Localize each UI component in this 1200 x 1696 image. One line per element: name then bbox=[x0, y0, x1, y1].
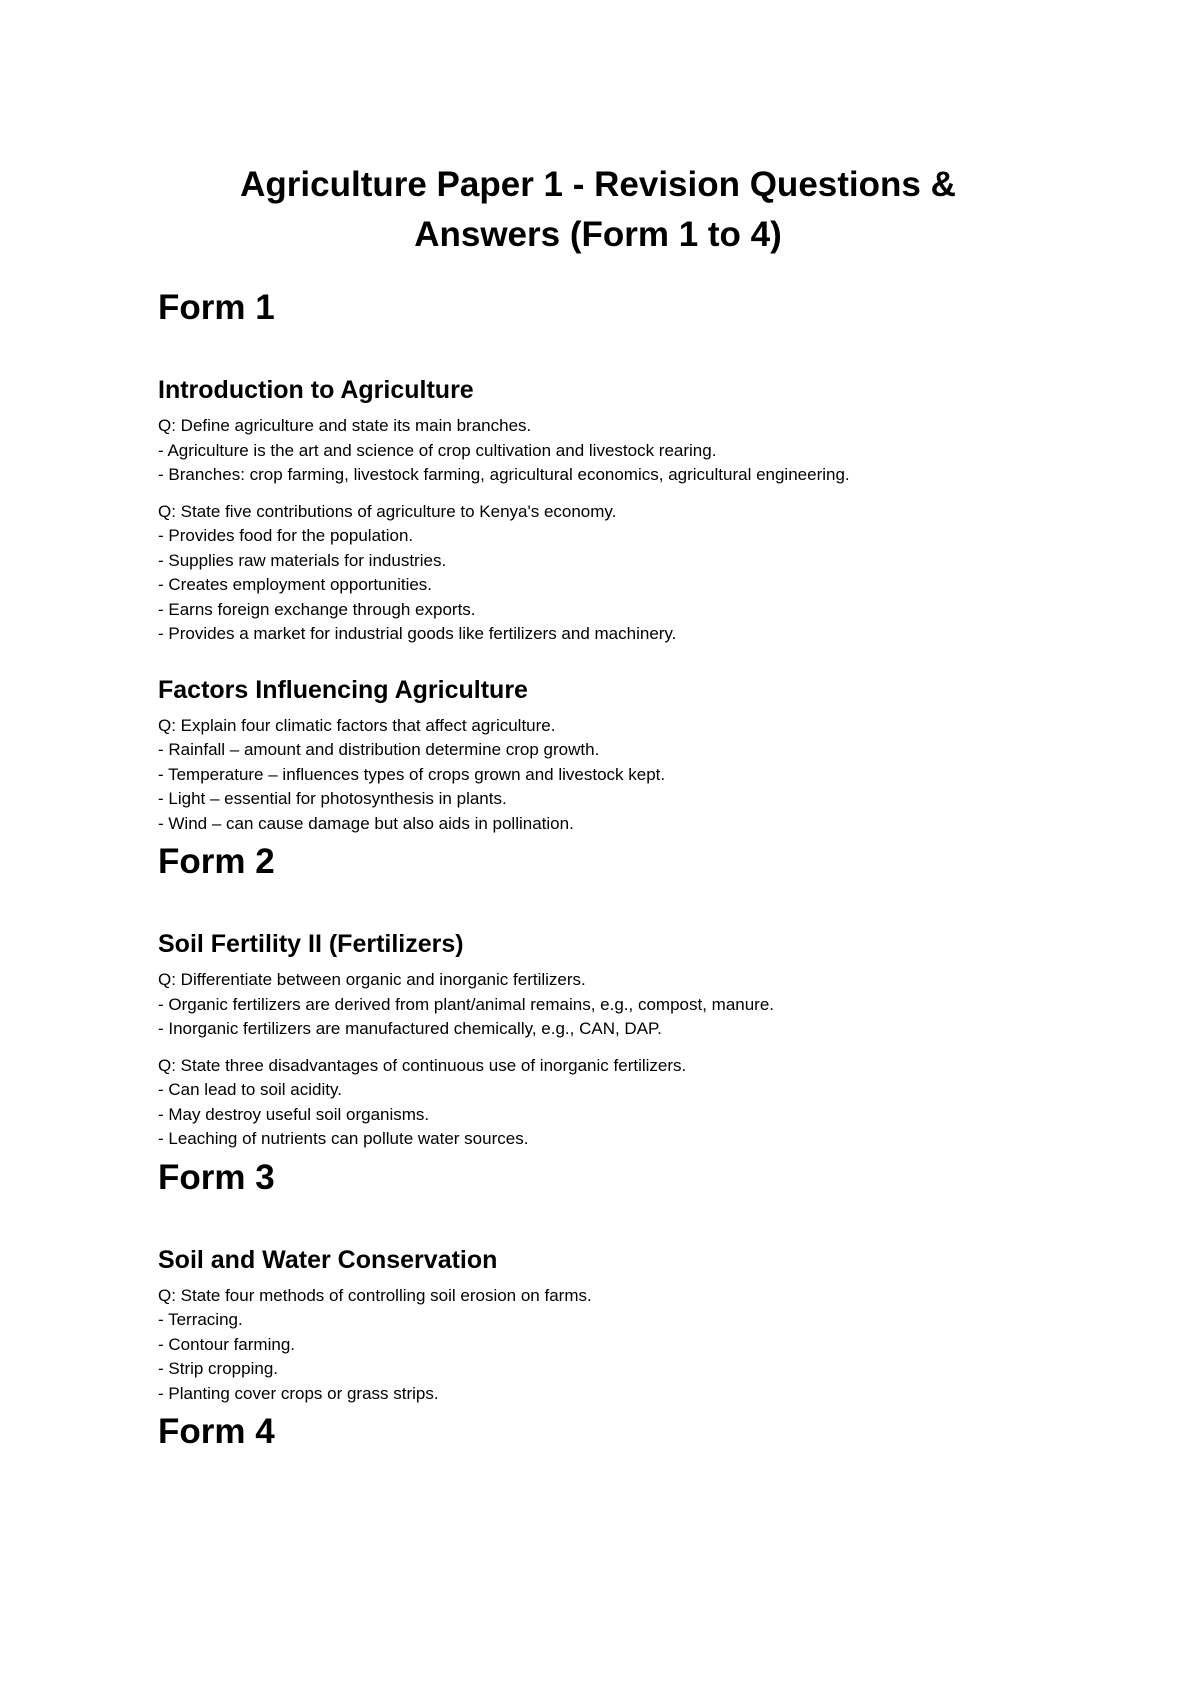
topic-heading: Soil Fertility II (Fertilizers) bbox=[158, 930, 464, 958]
topic-heading: Factors Influencing Agriculture bbox=[158, 675, 528, 704]
form-2-section bbox=[158, 840, 1038, 1156]
answer-line: - Leaching of nutrients can pollute water sources. bbox=[158, 1129, 529, 1148]
answer-line: - Branches: crop farming, livestock farming, agricultural economics, agricultural engineering. bbox=[158, 465, 850, 484]
question-text: Q: State three disadvantages of continuous use of inorganic fertilizers. bbox=[158, 1055, 687, 1075]
answer-line: - Provides a market for industrial goods like fertilizers and machinery. bbox=[158, 624, 677, 643]
document-title-line-1: Agriculture Paper 1 - Revision Questions & bbox=[240, 165, 956, 204]
answer-line: - Can lead to soil acidity. bbox=[158, 1080, 342, 1099]
answer-line: - Inorganic fertilizers are manufactured chemically, e.g., CAN, DAP. bbox=[158, 1019, 662, 1038]
form-3-section bbox=[158, 1156, 1038, 1411]
document-body bbox=[158, 160, 1038, 1454]
topic-heading: Soil and Water Conservation bbox=[158, 1245, 498, 1274]
form-4-section bbox=[158, 1410, 1038, 1454]
answer-line: - Strip cropping. bbox=[158, 1359, 278, 1378]
question-text: Q: Define agriculture and state its main branches. bbox=[158, 416, 532, 435]
question-block bbox=[158, 1054, 1038, 1152]
topic-heading: Introduction to Agriculture bbox=[158, 376, 474, 404]
form-1-section bbox=[158, 286, 1038, 840]
answer-line: - Creates employment opportunities. bbox=[158, 575, 433, 594]
question-block bbox=[158, 500, 1038, 647]
question-block bbox=[158, 1284, 1038, 1407]
form-heading: Form 2 bbox=[158, 842, 275, 881]
answer-line: - Organic fertilizers are derived from plant/animal remains, e.g., compost, manure. bbox=[158, 994, 775, 1014]
document-title bbox=[158, 160, 1038, 260]
question-block bbox=[158, 968, 1038, 1042]
form-heading: Form 3 bbox=[158, 1157, 275, 1197]
answer-line: - Light – essential for photosynthesis in plants. bbox=[158, 789, 507, 808]
answer-line: - Rainfall – amount and distribution determine crop growth. bbox=[158, 740, 600, 759]
document-title-line-2: Answers (Form 1 to 4) bbox=[414, 215, 782, 254]
answer-line: - Contour farming. bbox=[158, 1334, 295, 1354]
answer-line: - Terracing. bbox=[158, 1310, 243, 1329]
question-text: Q: Explain four climatic factors that affect agriculture. bbox=[158, 715, 556, 735]
form-heading: Form 4 bbox=[158, 1412, 275, 1451]
answer-line: - Wind – can cause damage but also aids in pollination. bbox=[158, 813, 574, 833]
answer-line: - Planting cover crops or grass strips. bbox=[158, 1383, 439, 1403]
question-text: Q: Differentiate between organic and inorganic fertilizers. bbox=[158, 970, 586, 989]
answer-line: - May destroy useful soil organisms. bbox=[158, 1104, 430, 1124]
question-text: Q: State five contributions of agriculture to Kenya's economy. bbox=[158, 501, 617, 521]
question-text: Q: State four methods of controlling soil erosion on farms. bbox=[158, 1285, 592, 1305]
answer-line: - Supplies raw materials for industries. bbox=[158, 550, 447, 570]
answer-line: - Agriculture is the art and science of crop cultivation and livestock rearing. bbox=[158, 440, 717, 460]
answer-line: - Temperature – influences types of crops grown and livestock kept. bbox=[158, 764, 666, 784]
answer-line: - Earns foreign exchange through exports. bbox=[158, 599, 476, 619]
question-block bbox=[158, 714, 1038, 837]
question-block bbox=[158, 414, 1038, 488]
form-heading: Form 1 bbox=[158, 288, 275, 327]
answer-line: - Provides food for the population. bbox=[158, 526, 414, 545]
